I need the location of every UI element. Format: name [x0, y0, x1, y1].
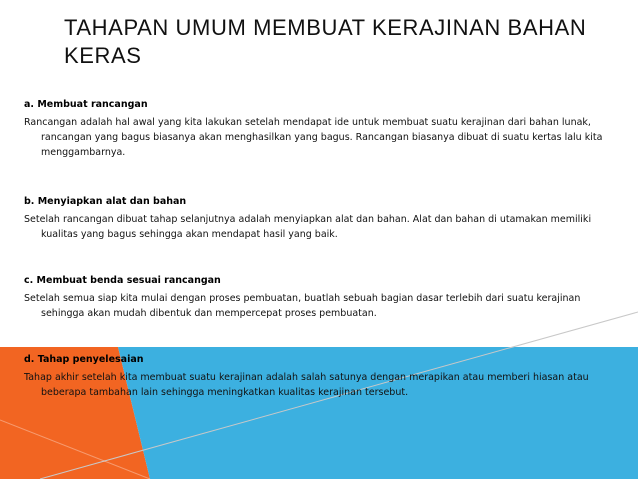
section-membuat-benda [24, 274, 614, 321]
section-penyelesaian [24, 353, 614, 400]
section-rancangan [24, 98, 614, 160]
section-body: Rancangan adalah hal awal yang kita lakukan setelah mendapat ide untuk membuat suatu kerajinan dari bahan lunak, rancangan yang bagus biasanya akan menghasilkan yang bagus. Rancangan biasanya dibuat di suatu kertas lalu kita menggambarnya. [24, 117, 603, 158]
section-heading: b. Menyiapkan alat dan bahan [24, 196, 187, 207]
section-heading: c. Membuat benda sesuai rancangan [24, 275, 221, 286]
section-body: Setelah semua siap kita mulai dengan proses pembuatan, buatlah sebuah bagian dasar terlebih dari suatu kerajinan sehingga akan mudah dibentuk dan mempercepat proses pembuatan. [24, 293, 581, 319]
section-heading: d. Tahap penyelesaian [24, 354, 144, 365]
section-body: Tahap akhir setelah kita membuat suatu kerajinan adalah salah satunya dengan merapikan atau memberi hiasan atau beberapa tambahan lain sehingga meningkatkan kualitas kerajinan tersebut. [24, 372, 589, 398]
section-alat-bahan [24, 195, 614, 242]
slide-title: TAHAPAN UMUM MEMBUAT KERAJINAN BAHAN KERAS [64, 15, 587, 68]
section-heading: a. Membuat rancangan [24, 99, 148, 110]
section-body: Setelah rancangan dibuat tahap selanjutnya adalah menyiapkan alat dan bahan. Alat dan bahan di utamakan memiliki kualitas yang bagus sehingga akan mendapat hasil yang baik. [24, 214, 592, 240]
